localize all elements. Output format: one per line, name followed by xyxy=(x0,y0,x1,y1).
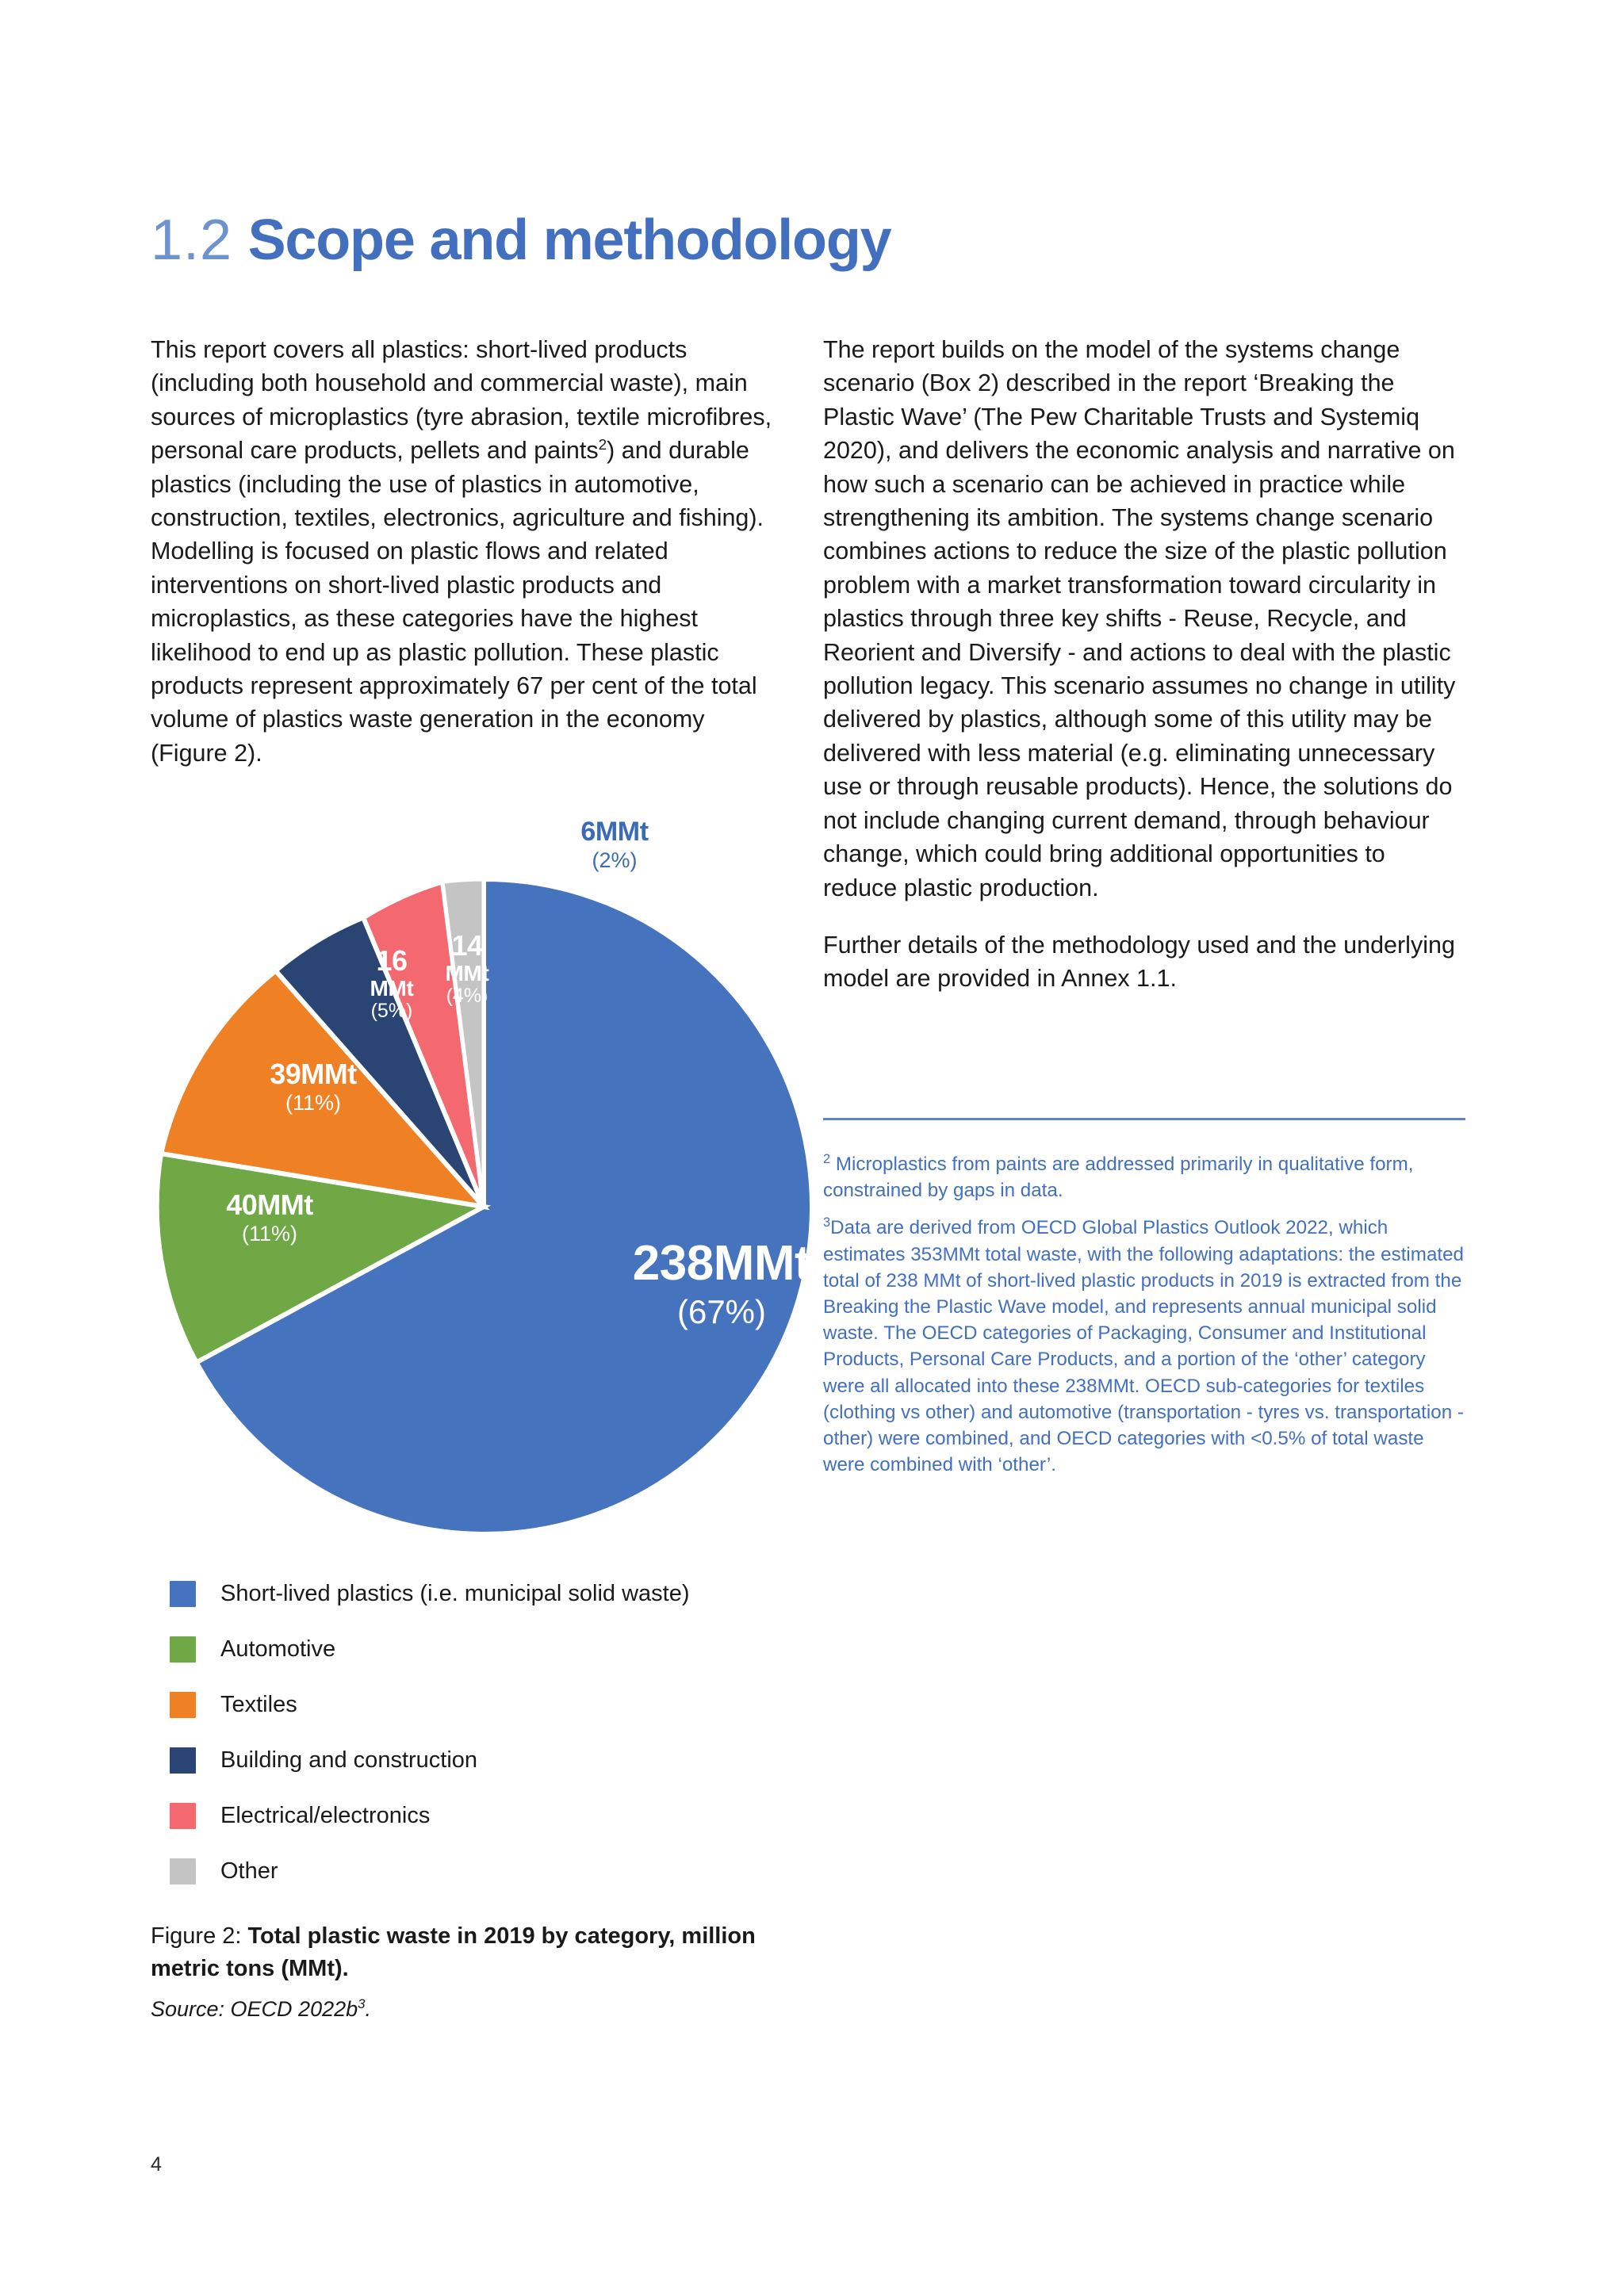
legend-item-textiles xyxy=(170,1677,804,1732)
legend-item-electrical-electronics xyxy=(170,1788,804,1843)
left-paragraph-1-part-1: This report covers all plastics: short-lived products (including both household and commercial waste), main sources of microplastics (tyre abrasion, textile microfibres, personal care products, pellets and paints xyxy=(151,336,772,465)
figure-caption-source xyxy=(151,1993,785,2025)
legend-label-short-lived-plastics: Short-lived plastics (i.e. municipal solid waste) xyxy=(220,1580,690,1606)
legend-label-other: Other xyxy=(220,1858,278,1884)
pie-label-electrical-electronics-percent: (4%) xyxy=(446,985,488,1008)
pie-label-electrical-electronics-unit: MMt xyxy=(445,960,489,985)
legend-item-building-and-construction xyxy=(170,1732,804,1788)
pie-callout-other xyxy=(523,817,706,872)
right-paragraph-2: Further details of the methodology used and the underlying model are provided in Annex 1.1. xyxy=(823,931,1455,993)
footnote-3-text: Data are derived from OECD Global Plastics Outlook 2022, which estimates 353MMt total waste, with the following adaptations: the estimated total of 238 MMt of short-lived plastic products in 2019 is extracted from the Breaking the Plastic Wave model, and represents annual municipal solid waste. The OECD categories of Packaging, Consumer and Institutional Products, Personal Care Products, and a portion of the ‘other’ category were all allocated into these 238MMt. OECD sub-categories for textiles (clothing vs other) and automotive (transportation - tyres vs. transportation - other) were combined, and OECD categories with <0.5% of total waste were combined with ‘other’. xyxy=(823,1217,1465,1476)
legend-swatch-building-and-construction xyxy=(170,1747,196,1774)
footnote-2-marker: 2 xyxy=(823,1151,831,1166)
legend-item-short-lived-plastics xyxy=(170,1566,804,1621)
right-paragraph-1: The report builds on the model of the systems change scenario (Box 2) described in the report ‘Breaking the Plastic Wave’ (The Pew Charitable Trusts and Systemiq 2020), and delivers the economic analysis and narrative on how such a scenario can be achieved in practice while strengthening its ambition. The systems change scenario combines actions to reduce the size of the plastic pollution problem with a market transformation toward circularity in plastics through three key shifts - Reuse, Recycle, and Reorient and Diversify - and actions to deal with the plastic pollution legacy. This scenario assumes no change in utility delivered by plastics, although some of this utility may be delivered with less material (e.g. eliminating unnecessary use or through reusable products). Hence, the solutions do not include changing current demand, through behaviour change, which could bring additional opportunities to reduce plastic production. xyxy=(823,336,1456,901)
chart-legend xyxy=(170,1566,804,1899)
page-number: 4 xyxy=(151,2153,162,2175)
pie-chart xyxy=(151,817,817,1538)
figure-caption-title: Total plastic waste in 2019 by category, million metric tons (MMt). xyxy=(151,1923,756,1981)
pie-label-automotive-percent: (11%) xyxy=(241,1221,298,1246)
pie-label-textiles-value: 39MMt xyxy=(270,1058,357,1090)
footnote-3-marker: 3 xyxy=(823,1215,831,1230)
footnote-marker-2-inline: 2 xyxy=(598,437,607,454)
pie-callout-other-percent: (2%) xyxy=(592,848,638,873)
left-paragraph-1-part-2: ) and durable plastics (including the use of plastics in automotive, construction, textiles, electronics, agriculture and fishing). Modelling is focused on plastic flows and related interventions on short-lived plastic products and microplastics, as these categories have the highest likelihood to end up as plastic pollution. These plastic products represent approximately 67 per cent of the total volume of plastics waste generation in the economy (Figure 2). xyxy=(151,437,764,767)
footnote-marker-3-inline: 3 xyxy=(358,1996,366,2011)
figure-caption-source-text: Source: OECD 2022b xyxy=(151,1997,358,2021)
legend-swatch-automotive xyxy=(170,1636,196,1663)
footnote-2 xyxy=(823,1151,1467,1203)
pie-label-automotive-value: 40MMt xyxy=(226,1188,313,1221)
right-text-column xyxy=(823,333,1465,996)
pie-label-building-and-construction-percent: (5%) xyxy=(370,1000,413,1023)
pie-label-building-and-construction-value: 16 xyxy=(376,944,408,977)
pie-slices xyxy=(157,879,812,1534)
legend-label-textiles: Textiles xyxy=(220,1691,297,1717)
figure-caption xyxy=(151,1920,785,2025)
section-title: Scope and methodology xyxy=(247,209,891,273)
left-text-column xyxy=(151,333,777,770)
section-number: 1.2 xyxy=(151,209,233,273)
pie-label-short-lived-plastics-percent: (67%) xyxy=(676,1293,767,1331)
pie-label-short-lived-plastics-value: 238MMt xyxy=(632,1236,811,1291)
legend-label-electrical-electronics: Electrical/electronics xyxy=(220,1802,431,1828)
pie-label-textiles-percent: (11%) xyxy=(285,1090,342,1115)
figure-caption-label: Figure 2: xyxy=(151,1923,248,1949)
legend-swatch-electrical-electronics xyxy=(170,1803,196,1829)
legend-label-automotive: Automotive xyxy=(220,1636,336,1662)
pie-callout-other-value: 6MMt xyxy=(580,817,649,847)
legend-swatch-short-lived-plastics xyxy=(170,1581,196,1607)
footnotes-block xyxy=(823,1151,1467,1489)
left-paragraph-1 xyxy=(151,333,777,770)
footnote-3 xyxy=(823,1215,1467,1478)
pie-chart-svg xyxy=(151,874,817,1540)
legend-swatch-textiles xyxy=(170,1692,196,1718)
pie-label-building-and-construction-unit: MMt xyxy=(370,975,414,1001)
figure-caption-main xyxy=(151,1920,785,1985)
legend-label-building-and-construction: Building and construction xyxy=(220,1747,478,1773)
footnote-divider xyxy=(823,1118,1465,1120)
figure-caption-source-suffix: . xyxy=(365,1997,371,2021)
page-title xyxy=(151,206,891,274)
legend-item-automotive xyxy=(170,1621,804,1677)
footnote-2-text: Microplastics from paints are addressed primarily in qualitative form, constrained by gaps in data. xyxy=(823,1154,1414,1202)
legend-swatch-other xyxy=(170,1858,196,1885)
pie-label-electrical-electronics-value: 14 xyxy=(451,929,483,962)
legend-item-other xyxy=(170,1843,804,1899)
